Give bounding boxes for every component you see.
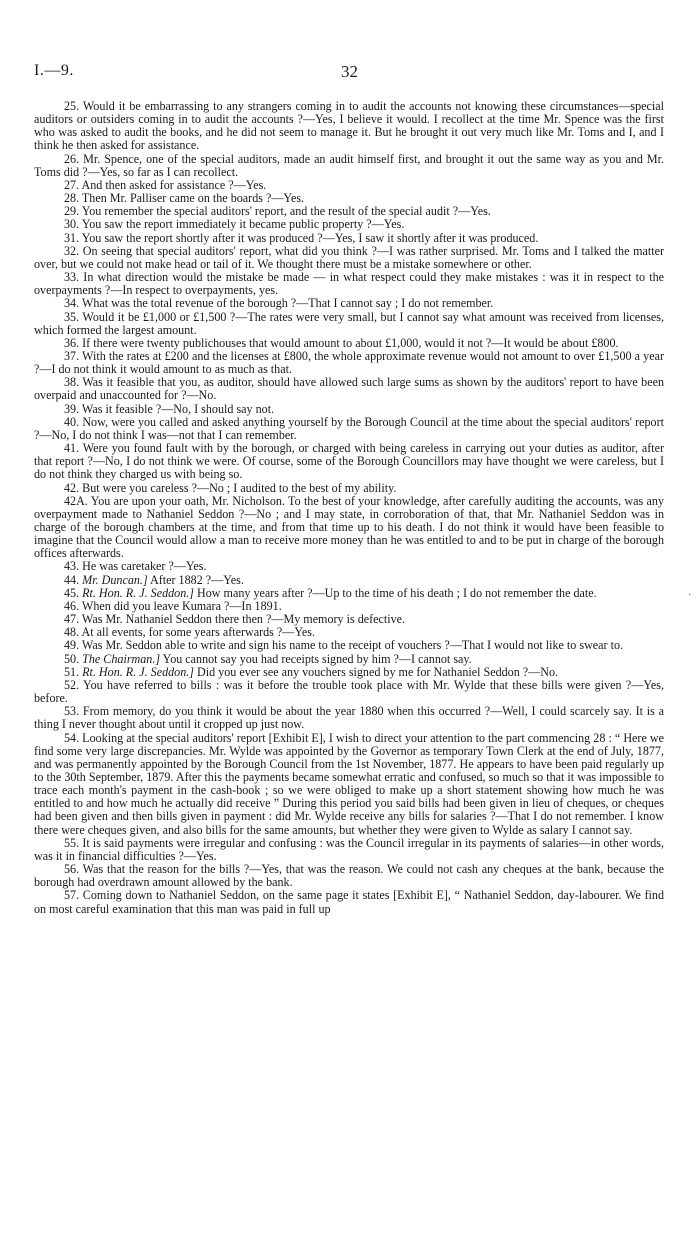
margin-mark: · [688, 590, 692, 601]
question-text: After 1882 ?—Yes. [147, 572, 244, 587]
paragraph-49: 49. Was Mr. Seddon able to write and sign his name to the receipt of vouchers ?—That I would not like to swear to. [64, 638, 624, 653]
paragraph-32: 32. On seeing that special auditors' report, what did you think ?—I was rather surprised. Mr. Toms and I talked the matter over, but we could not make head or tail of it. We thought there must be a mistake somewhere or other. [34, 243, 664, 271]
question-text: Did you ever see any vouchers signed by me for Nathaniel Seddon ?—No. [194, 664, 559, 679]
page-header [34, 62, 664, 84]
question-number: 44. [64, 572, 83, 587]
paragraph-56: 56. Was that the reason for the bills ?—Yes, that was the reason. We could not cash any cheques at the bank, because the borough had overdrawn amount allowed by the bank. [34, 862, 664, 890]
evidence-text [34, 100, 664, 916]
paragraph-53: 53. From memory, do you think it would be about the year 1880 when this occurred ?—Well, I could scarcely say. It is a thing I never thought about until it cropped up just now. [34, 704, 664, 732]
paragraph-54: 54. Looking at the special auditors' report [Exhibit E], I wish to direct your attention to the part commencing 28 : “ Here we find some very large discrepancies. Mr. Wylde was appointed by the Governor as temporary Town Clerk at the end of July, 1877, and was permanently appointed by the Borough Council from the 1st November, 1877. He appears to have been paid regularly up to the 30th September, 1879. After this the payments became somewhat erratic and confused, so much so that it was impossible to trace each month's payment in the cash-book ; so we were obliged to make up a short statement showing how much he was entitled to and how much he actually did receive ” During this period you said bills had been given in lieu of cheques, or cheques had been given and then bills given in payment : did Mr. Wylde receive any bills for salaries ?—That I do not remember. I know there were cheques given, and also bills for the same amounts, but whether they were given to Wylde as salary I cannot say. [34, 730, 664, 837]
paragraph-39: 39. Was it feasible ?—No, I should say not. [64, 401, 275, 416]
question-text: How many years after ?—Up to the time of his death ; I do not remember the date. [194, 585, 597, 600]
paragraph-35: 35. Would it be £1,000 or £1,500 ?—The rates were very small, but I cannot say what amount was received from licenses, which formed the largest amount. [34, 309, 664, 337]
paragraph-55: 55. It is said payments were irregular and confusing : was the Council irregular in its payments of salaries—in other words, was it in financial difficulties ?—Yes. [34, 835, 664, 863]
question-number: 45. [64, 585, 83, 600]
paragraph-47: 47. Was Mr. Nathaniel Seddon there then ?—My memory is defective. [64, 612, 406, 627]
document-reference: I.—9. [34, 62, 74, 79]
page-number: 32 [341, 62, 358, 81]
paragraph-38: 38. Was it feasible that you, as auditor, should have allowed such large sums as shown by the auditors' report to have been overpaid and unaccounted for ?—No. [34, 375, 664, 403]
paragraph-28: 28. Then Mr. Palliser came on the boards ?—Yes. [64, 191, 305, 206]
speaker-label: Mr. Duncan.] [82, 572, 148, 587]
paragraph-42a: 42A. You are upon your oath, Mr. Nicholson. To the best of your knowledge, after carefully auditing the accounts, was any overpayment made to Nathaniel Seddon ?—No ; and I may state, in corroboration of that, that Mr. Nathaniel Seddon was in charge of the borough chambers at the time, and from that time up to his death. I do not think it would have been feasible to imagine that the Council would allow a man to receive more money than he was entitled to and to be put in charge of the borough offices afterwards. [34, 493, 664, 561]
paragraph-25: 25. Would it be embarrassing to any strangers coming in to audit the accounts not knowing these circumstances—special auditors or outsiders coming in to audit the accounts ?—Yes, I believe it would. I recollect at the time Mr. Spence was the first who was asked to audit the books, and he did not seem to manage it. But he brought it out very much like Mr. Toms and I, and I think he then asked for assistance. [34, 99, 664, 153]
paragraph-42: 42. But were you careless ?—No ; I audited to the best of my ability. [64, 480, 397, 495]
paragraph-37: 37. With the rates at £200 and the licenses at £800, the whole approximate revenue would not amount to over £1,500 a year ?—I do not think it would amount to as much as that. [34, 348, 664, 377]
paragraph-29: 29. You remember the special auditors' report, and the result of the special audit ?—Yes. [64, 204, 491, 219]
paragraph-52: 52. You have referred to bills : was it before the trouble took place with Mr. Wylde that these bills were given ?—Yes, before. [34, 677, 664, 706]
paragraph-40: 40. Now, were you called and asked anything yourself by the Borough Council at the time about the special auditors' report ?—No, I do not think I was—not that I can remember. [34, 414, 664, 442]
paragraph-26: 26. Mr. Spence, one of the special auditors, made an audit himself first, and brought it out the same way as you and Mr. Toms did ?—Yes, so far as I can recollect. [34, 151, 664, 179]
paragraph-34: 34. What was the total revenue of the borough ?—That I cannot say ; I do not remember. [64, 296, 494, 311]
speaker-label: Rt. Hon. R. J. Seddon.] [82, 664, 194, 679]
question-number: 51. [64, 664, 83, 679]
paragraph-57: 57. Coming down to Nathaniel Seddon, on the same page it states [Exhibit E], “ Nathaniel Seddon, day-labourer. We find on most careful examination that this man was paid in full up [34, 888, 664, 916]
paragraph-30: 30. You saw the report immediately it became public property ?—Yes. [64, 217, 405, 232]
paragraph-33: 33. In what direction would the mistake be made — in what respect could they make mistakes : was it in respect to the overpayments ?—In respect to overpayments, yes. [34, 270, 664, 298]
paragraph-43: 43. He was caretaker ?—Yes. [64, 559, 207, 574]
paragraph-36: 36. If there were twenty publichouses that would amount to about £1,000, would it not ?—It would be about £800. [64, 335, 619, 350]
question-text: You cannot say you had receipts signed by him ?—I cannot say. [160, 651, 472, 666]
speaker-label: The Chairman.] [82, 651, 161, 666]
paragraph-31: 31. You saw the report shortly after it was produced ?—Yes, I saw it shortly after it was produced. [64, 230, 539, 245]
paragraph-45 [34, 587, 664, 600]
paragraph-41: 41. Were you found fault with by the borough, or charged with being careless in carrying out your duties as auditor, after that report ?—No, I do not think we were. Of course, some of the Borough Councillors may have thought we were careless, but I do not think they charged us with being so. [34, 441, 664, 482]
paragraph-48: 48. At all events, for some years afterwards ?—Yes. [64, 625, 315, 640]
paragraph-27: 27. And then asked for assistance ?—Yes. [64, 177, 267, 192]
paragraph-51 [34, 666, 664, 679]
speaker-label: Rt. Hon. R. J. Seddon.] [82, 585, 194, 600]
paragraph-46: 46. When did you leave Kumara ?—In 1891. [64, 598, 282, 613]
question-number: 50. [64, 651, 83, 666]
